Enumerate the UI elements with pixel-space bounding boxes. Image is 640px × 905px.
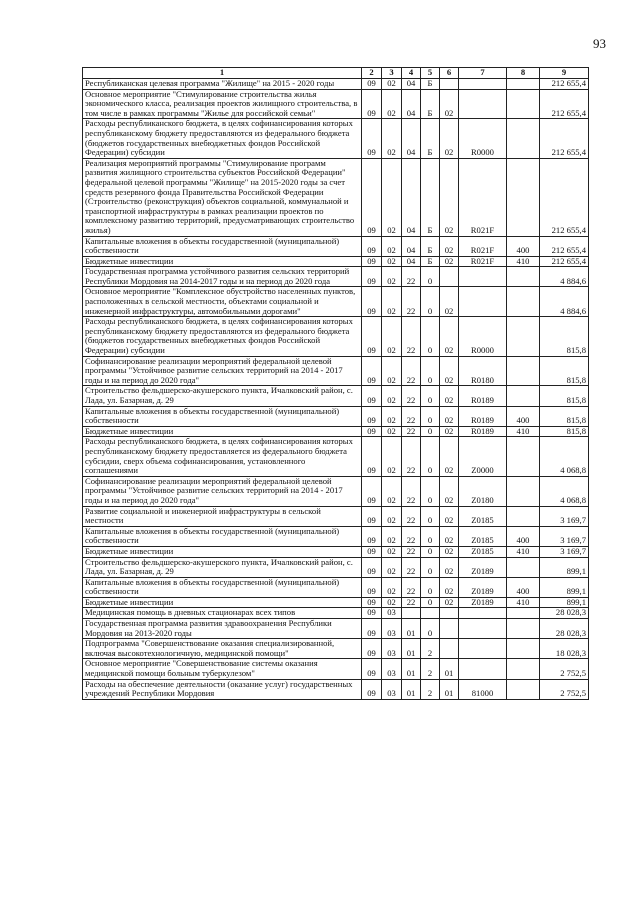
table-row [83, 158, 589, 236]
row-name-cell: Расходы республиканского бюджета, в целях софинансирования которых республиканскому бюджету предоставляются из федерального бюджета (бюджетов государственных внебюджетных фондов Российской Федерации) субсидии [83, 119, 362, 158]
subsection-code-cell: 02 [382, 476, 402, 506]
activity-code-cell: 01 [440, 679, 459, 699]
table-row [83, 597, 589, 608]
col-header-2: 2 [362, 68, 382, 79]
direction-code-cell: 81000 [459, 679, 507, 699]
subsection-code-cell: 02 [382, 577, 402, 597]
col-header-7: 7 [459, 68, 507, 79]
table-row [83, 619, 589, 639]
section-code-cell: 09 [362, 639, 382, 659]
expense-type-code-cell: 410 [507, 426, 540, 437]
direction-code-cell [459, 619, 507, 639]
amount-cell: 4 068,8 [540, 476, 589, 506]
activity-code-cell: 02 [440, 526, 459, 546]
amount-cell: 815,8 [540, 356, 589, 386]
subsection-code-cell: 02 [382, 89, 402, 119]
program-code-cell: 01 [402, 679, 421, 699]
program-code-cell: 22 [402, 526, 421, 546]
amount-cell: 212 655,4 [540, 119, 589, 158]
subsection-code-cell: 02 [382, 158, 402, 236]
program-code-cell: 22 [402, 557, 421, 577]
section-code-cell: 09 [362, 386, 382, 406]
section-code-cell: 09 [362, 256, 382, 267]
amount-cell: 212 655,4 [540, 79, 589, 90]
expense-type-code-cell: 400 [507, 577, 540, 597]
row-name-cell: Медицинская помощь в дневных стационарах всех типов [83, 608, 362, 619]
subprogram-code-cell: 0 [421, 597, 440, 608]
header-row [83, 68, 589, 79]
table-row [83, 476, 589, 506]
amount-cell: 212 655,4 [540, 89, 589, 119]
subsection-code-cell: 02 [382, 119, 402, 158]
activity-code-cell: 02 [440, 557, 459, 577]
table-row [83, 546, 589, 557]
subprogram-code-cell: 0 [421, 577, 440, 597]
table-row [83, 386, 589, 406]
activity-code-cell: 02 [440, 506, 459, 526]
program-code-cell: 22 [402, 597, 421, 608]
row-name-cell: Основное мероприятие "Совершенствование системы оказания медицинской помощи больным туберкулезом" [83, 659, 362, 679]
section-code-cell: 09 [362, 119, 382, 158]
row-name-cell: Развитие социальной и инженерной инфраструктуры в сельской местности [83, 506, 362, 526]
direction-code-cell: Z0189 [459, 597, 507, 608]
section-code-cell: 09 [362, 406, 382, 426]
row-name-cell: Расходы на обеспечение деятельности (оказание услуг) государственных учреждений Республики Мордовия [83, 679, 362, 699]
program-code-cell: 04 [402, 89, 421, 119]
section-code-cell: 09 [362, 679, 382, 699]
direction-code-cell: R0180 [459, 356, 507, 386]
activity-code-cell: 02 [440, 89, 459, 119]
table-body [83, 79, 589, 700]
col-header-5: 5 [421, 68, 440, 79]
col-header-8: 8 [507, 68, 540, 79]
subprogram-code-cell: Б [421, 256, 440, 267]
expense-type-code-cell [507, 476, 540, 506]
row-name-cell: Строительство фельдшерско-акушерского пункта, Ичалковский район, с. Лада, ул. Базарная, д. 29 [83, 386, 362, 406]
table-row [83, 406, 589, 426]
row-name-cell: Бюджетные инвестиции [83, 256, 362, 267]
program-code-cell [402, 608, 421, 619]
subprogram-code-cell: 0 [421, 476, 440, 506]
amount-cell: 815,8 [540, 406, 589, 426]
subprogram-code-cell: 0 [421, 267, 440, 287]
subsection-code-cell: 02 [382, 386, 402, 406]
subsection-code-cell: 03 [382, 608, 402, 619]
amount-cell: 2 752,5 [540, 659, 589, 679]
amount-cell: 899,1 [540, 577, 589, 597]
table-row [83, 317, 589, 356]
subprogram-code-cell: Б [421, 119, 440, 158]
program-code-cell: 22 [402, 577, 421, 597]
row-name-cell: Бюджетные инвестиции [83, 597, 362, 608]
program-code-cell: 04 [402, 119, 421, 158]
row-name-cell: Расходы республиканского бюджета, в целях софинансирования которых республиканскому бюджету предоставляется из федерального бюджета субсидии, сверх объема софинансирования, установленного соглашениями [83, 437, 362, 476]
direction-code-cell: R0189 [459, 386, 507, 406]
program-code-cell: 01 [402, 659, 421, 679]
program-code-cell: 01 [402, 619, 421, 639]
table-row [83, 426, 589, 437]
table-row [83, 608, 589, 619]
direction-code-cell: Z0189 [459, 577, 507, 597]
program-code-cell: 22 [402, 267, 421, 287]
expense-type-code-cell [507, 437, 540, 476]
amount-cell: 212 655,4 [540, 236, 589, 256]
amount-cell: 2 752,5 [540, 679, 589, 699]
subprogram-code-cell: 0 [421, 526, 440, 546]
subsection-code-cell: 02 [382, 79, 402, 90]
activity-code-cell [440, 267, 459, 287]
subprogram-code-cell: 2 [421, 679, 440, 699]
amount-cell: 4 068,8 [540, 437, 589, 476]
section-code-cell: 09 [362, 79, 382, 90]
program-code-cell: 22 [402, 476, 421, 506]
subsection-code-cell: 02 [382, 317, 402, 356]
expense-type-code-cell [507, 79, 540, 90]
table-row [83, 356, 589, 386]
program-code-cell: 04 [402, 79, 421, 90]
expense-type-code-cell [507, 317, 540, 356]
table-row [83, 679, 589, 699]
expense-type-code-cell [507, 679, 540, 699]
activity-code-cell: 02 [440, 437, 459, 476]
subprogram-code-cell: 0 [421, 619, 440, 639]
subprogram-code-cell: 0 [421, 546, 440, 557]
expense-type-code-cell: 410 [507, 597, 540, 608]
table-row [83, 256, 589, 267]
expense-type-code-cell [507, 386, 540, 406]
section-code-cell: 09 [362, 287, 382, 317]
col-header-9: 9 [540, 68, 589, 79]
subsection-code-cell: 02 [382, 267, 402, 287]
subsection-code-cell: 02 [382, 437, 402, 476]
activity-code-cell: 02 [440, 317, 459, 356]
subsection-code-cell: 02 [382, 406, 402, 426]
row-name-cell: Государственная программа развития здравоохранения Республики Мордовия на 2013-2020 годы [83, 619, 362, 639]
activity-code-cell: 02 [440, 287, 459, 317]
activity-code-cell: 02 [440, 426, 459, 437]
subprogram-code-cell: Б [421, 79, 440, 90]
table-row [83, 437, 589, 476]
col-header-3: 3 [382, 68, 402, 79]
activity-code-cell: 01 [440, 659, 459, 679]
subsection-code-cell: 03 [382, 639, 402, 659]
row-name-cell: Капитальные вложения в объекты государственной (муниципальной) собственности [83, 406, 362, 426]
expense-type-code-cell [507, 557, 540, 577]
direction-code-cell: R0000 [459, 119, 507, 158]
subprogram-code-cell: Б [421, 236, 440, 256]
activity-code-cell: 02 [440, 119, 459, 158]
direction-code-cell [459, 608, 507, 619]
row-name-cell: Бюджетные инвестиции [83, 546, 362, 557]
subprogram-code-cell: 0 [421, 426, 440, 437]
expense-type-code-cell: 400 [507, 526, 540, 546]
direction-code-cell [459, 89, 507, 119]
amount-cell: 212 655,4 [540, 158, 589, 236]
expense-type-code-cell [507, 158, 540, 236]
expense-type-code-cell: 400 [507, 406, 540, 426]
amount-cell: 4 884,6 [540, 267, 589, 287]
expense-type-code-cell [507, 608, 540, 619]
activity-code-cell: 02 [440, 158, 459, 236]
activity-code-cell: 02 [440, 386, 459, 406]
subsection-code-cell: 02 [382, 526, 402, 546]
row-name-cell: Республиканская целевая программа "Жилище" на 2015 - 2020 годы [83, 79, 362, 90]
col-header-6: 6 [440, 68, 459, 79]
activity-code-cell [440, 608, 459, 619]
program-code-cell: 22 [402, 437, 421, 476]
direction-code-cell: Z0185 [459, 546, 507, 557]
direction-code-cell [459, 267, 507, 287]
section-code-cell: 09 [362, 476, 382, 506]
direction-code-cell [459, 287, 507, 317]
activity-code-cell: 02 [440, 577, 459, 597]
subsection-code-cell: 02 [382, 426, 402, 437]
row-name-cell: Софинансирование реализации мероприятий федеральной целевой программы "Устойчивое развитие сельских территорий на 2014 - 2017 годы и на период до 2020 года" [83, 476, 362, 506]
section-code-cell: 09 [362, 356, 382, 386]
table-row [83, 506, 589, 526]
subprogram-code-cell: 0 [421, 406, 440, 426]
program-code-cell: 22 [402, 546, 421, 557]
subsection-code-cell: 02 [382, 287, 402, 317]
direction-code-cell: R021F [459, 256, 507, 267]
subsection-code-cell: 02 [382, 557, 402, 577]
table-row [83, 287, 589, 317]
amount-cell: 899,1 [540, 597, 589, 608]
budget-table [82, 67, 589, 700]
amount-cell: 28 028,3 [540, 608, 589, 619]
amount-cell: 3 169,7 [540, 546, 589, 557]
direction-code-cell: Z0185 [459, 506, 507, 526]
amount-cell: 815,8 [540, 317, 589, 356]
amount-cell: 4 884,6 [540, 287, 589, 317]
activity-code-cell: 02 [440, 236, 459, 256]
subprogram-code-cell: 0 [421, 506, 440, 526]
subprogram-code-cell: 0 [421, 287, 440, 317]
subprogram-code-cell: Б [421, 89, 440, 119]
program-code-cell: 22 [402, 356, 421, 386]
subsection-code-cell: 02 [382, 356, 402, 386]
direction-code-cell [459, 659, 507, 679]
program-code-cell: 22 [402, 386, 421, 406]
direction-code-cell: Z0180 [459, 476, 507, 506]
expense-type-code-cell: 410 [507, 256, 540, 267]
program-code-cell: 01 [402, 639, 421, 659]
program-code-cell: 22 [402, 506, 421, 526]
row-name-cell: Расходы республиканского бюджета, в целях софинансирования которых республиканскому бюджету предоставляются из федерального бюджета (бюджетов государственных внебюджетных фондов Российской Федерации) субсидии [83, 317, 362, 356]
direction-code-cell: R0189 [459, 426, 507, 437]
row-name-cell: Реализация мероприятий программы "Стимулирование программ развития жилищного строительства субъектов Российской Федерации" федеральной целевой программы "Жилище" на 2015-2020 годы за счет средств резервного фонда Правительства Российской Федерации (Строительство (реконструкция) объектов социальной, коммунальной и транспортной инфраструктуры в рамках реализации проектов по комплексному развитию территорий, предусматривающих строительство жилья) [83, 158, 362, 236]
table-row [83, 659, 589, 679]
section-code-cell: 09 [362, 597, 382, 608]
page-number: 93 [593, 36, 606, 51]
subprogram-code-cell: 0 [421, 356, 440, 386]
subsection-code-cell: 02 [382, 256, 402, 267]
direction-code-cell [459, 639, 507, 659]
amount-cell: 212 655,4 [540, 256, 589, 267]
table-row [83, 89, 589, 119]
section-code-cell: 09 [362, 577, 382, 597]
activity-code-cell [440, 79, 459, 90]
table-row [83, 267, 589, 287]
section-code-cell: 09 [362, 659, 382, 679]
section-code-cell: 09 [362, 158, 382, 236]
section-code-cell: 09 [362, 426, 382, 437]
section-code-cell: 09 [362, 317, 382, 356]
direction-code-cell: Z0000 [459, 437, 507, 476]
subsection-code-cell: 02 [382, 236, 402, 256]
row-name-cell: Государственная программа устойчивого развития сельских территорий Республики Мордовия на 2014-2017 годы и на период до 2020 года [83, 267, 362, 287]
table-row [83, 577, 589, 597]
direction-code-cell [459, 79, 507, 90]
subsection-code-cell: 03 [382, 679, 402, 699]
program-code-cell: 04 [402, 158, 421, 236]
section-code-cell: 09 [362, 267, 382, 287]
expense-type-code-cell [507, 659, 540, 679]
subsection-code-cell: 03 [382, 619, 402, 639]
table-row [83, 236, 589, 256]
expense-type-code-cell: 410 [507, 546, 540, 557]
expense-type-code-cell [507, 639, 540, 659]
direction-code-cell: Z0185 [459, 526, 507, 546]
subprogram-code-cell: 0 [421, 386, 440, 406]
section-code-cell: 09 [362, 89, 382, 119]
table-row [83, 639, 589, 659]
expense-type-code-cell [507, 506, 540, 526]
program-code-cell: 22 [402, 426, 421, 437]
subsection-code-cell: 02 [382, 597, 402, 608]
col-header-4: 4 [402, 68, 421, 79]
expense-type-code-cell [507, 356, 540, 386]
expense-type-code-cell: 400 [507, 236, 540, 256]
program-code-cell: 22 [402, 406, 421, 426]
program-code-cell: 04 [402, 256, 421, 267]
activity-code-cell: 02 [440, 356, 459, 386]
amount-cell: 3 169,7 [540, 526, 589, 546]
row-name-cell: Капитальные вложения в объекты государственной (муниципальной) собственности [83, 526, 362, 546]
subsection-code-cell: 02 [382, 546, 402, 557]
section-code-cell: 09 [362, 236, 382, 256]
expense-type-code-cell [507, 287, 540, 317]
section-code-cell: 09 [362, 526, 382, 546]
subprogram-code-cell [421, 608, 440, 619]
amount-cell: 3 169,7 [540, 506, 589, 526]
program-code-cell: 22 [402, 287, 421, 317]
program-code-cell: 22 [402, 317, 421, 356]
direction-code-cell: R0189 [459, 406, 507, 426]
section-code-cell: 09 [362, 619, 382, 639]
amount-cell: 28 028,3 [540, 619, 589, 639]
activity-code-cell: 02 [440, 597, 459, 608]
row-name-cell: Основное мероприятие "Стимулирование строительства жилья экономического класса, реализация проектов жилищного строительства, в том числе в рамках программы "Жилье для российской семьи" [83, 89, 362, 119]
row-name-cell: Подпрограмма "Совершенствование оказания специализированной, включая высокотехнологичную, медицинской помощи" [83, 639, 362, 659]
amount-cell: 815,8 [540, 426, 589, 437]
amount-cell: 899,1 [540, 557, 589, 577]
expense-type-code-cell [507, 89, 540, 119]
col-header-1: 1 [83, 68, 362, 79]
row-name-cell: Бюджетные инвестиции [83, 426, 362, 437]
expense-type-code-cell [507, 619, 540, 639]
subprogram-code-cell: 0 [421, 437, 440, 476]
row-name-cell: Софинансирование реализации мероприятий федеральной целевой программы "Устойчивое развитие сельских территорий на 2014 - 2017 годы и на период до 2020 года" [83, 356, 362, 386]
section-code-cell: 09 [362, 546, 382, 557]
subprogram-code-cell: 2 [421, 659, 440, 679]
direction-code-cell: R021F [459, 236, 507, 256]
subprogram-code-cell: Б [421, 158, 440, 236]
section-code-cell: 09 [362, 506, 382, 526]
activity-code-cell: 02 [440, 406, 459, 426]
subprogram-code-cell: 0 [421, 317, 440, 356]
row-name-cell: Строительство фельдшерско-акушерского пункта, Ичалковский район, с. Лада, ул. Базарная, д. 29 [83, 557, 362, 577]
program-code-cell: 04 [402, 236, 421, 256]
subsection-code-cell: 02 [382, 506, 402, 526]
activity-code-cell [440, 619, 459, 639]
subprogram-code-cell: 0 [421, 557, 440, 577]
direction-code-cell: R0000 [459, 317, 507, 356]
table-row [83, 79, 589, 90]
subprogram-code-cell: 2 [421, 639, 440, 659]
amount-cell: 815,8 [540, 386, 589, 406]
row-name-cell: Основное мероприятие "Комплексное обустройство населенных пунктов, расположенных в сельской местности, объектами социальной и инженерной инфраструктуры, автомобильными дорогами" [83, 287, 362, 317]
table-row [83, 526, 589, 546]
activity-code-cell: 02 [440, 256, 459, 267]
table-row [83, 557, 589, 577]
section-code-cell: 09 [362, 608, 382, 619]
section-code-cell: 09 [362, 557, 382, 577]
expense-type-code-cell [507, 267, 540, 287]
activity-code-cell: 02 [440, 476, 459, 506]
row-name-cell: Капитальные вложения в объекты государственной (муниципальной) собственности [83, 577, 362, 597]
amount-cell: 18 028,3 [540, 639, 589, 659]
expense-type-code-cell [507, 119, 540, 158]
activity-code-cell: 02 [440, 546, 459, 557]
table-row [83, 119, 589, 158]
section-code-cell: 09 [362, 437, 382, 476]
activity-code-cell [440, 639, 459, 659]
direction-code-cell: R021F [459, 158, 507, 236]
subsection-code-cell: 03 [382, 659, 402, 679]
row-name-cell: Капитальные вложения в объекты государственной (муниципальной) собственности [83, 236, 362, 256]
direction-code-cell: Z0189 [459, 557, 507, 577]
